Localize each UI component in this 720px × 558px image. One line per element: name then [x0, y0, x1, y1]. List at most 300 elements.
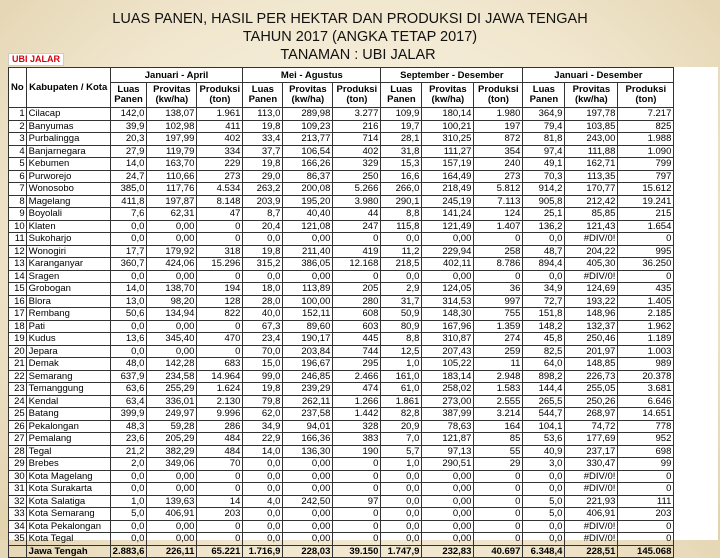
data-cell: 0,00 [422, 483, 474, 496]
table-row [9, 445, 674, 458]
data-cell: 0 [333, 508, 381, 521]
data-cell: 104,1 [523, 420, 565, 433]
data-cell: 246,85 [283, 370, 333, 383]
data-cell: 2.555 [474, 395, 523, 408]
data-cell: 99 [618, 458, 674, 471]
data-cell: 179,92 [147, 245, 197, 258]
data-cell: 330,47 [565, 458, 618, 471]
data-cell: 99,0 [243, 370, 283, 383]
table-row [9, 145, 674, 158]
data-cell: 0,00 [147, 470, 197, 483]
data-cell: 0,0 [110, 320, 147, 333]
data-cell: 0,0 [110, 483, 147, 496]
region-name: Jepara [26, 345, 110, 358]
region-name: Pemalang [26, 433, 110, 446]
data-cell: 382,29 [147, 445, 197, 458]
data-cell: 0,00 [147, 345, 197, 358]
region-name: Brebes [26, 458, 110, 471]
data-cell: 161,0 [381, 370, 422, 383]
data-cell: 22,9 [243, 433, 283, 446]
data-cell: 0 [197, 470, 243, 483]
data-cell: 24,7 [110, 170, 147, 183]
table-row [9, 495, 674, 508]
data-cell: 0 [618, 533, 674, 546]
data-cell: 0 [333, 520, 381, 533]
data-cell: 0,00 [147, 320, 197, 333]
data-cell: 4.534 [197, 183, 243, 196]
total-cell: 65.221 [197, 545, 243, 558]
data-cell: 1.583 [474, 383, 523, 396]
data-cell: 8,8 [381, 208, 422, 221]
data-cell: 1,0 [381, 358, 422, 371]
region-name: Cilacap [26, 108, 110, 121]
header-luas: Luas Panen [523, 83, 565, 108]
data-cell: 683 [197, 358, 243, 371]
data-cell: 273 [197, 170, 243, 183]
data-cell: 0,00 [283, 483, 333, 496]
data-cell: 211,40 [283, 245, 333, 258]
data-cell: #DIV/0! [565, 470, 618, 483]
table-row [9, 433, 674, 446]
row-number: 6 [9, 170, 27, 183]
data-cell: 255,29 [147, 383, 197, 396]
title-line-1: LUAS PANEN, HASIL PER HEKTAR DAN PRODUKSI DI JAWA TENGAH [112, 11, 588, 27]
data-cell: 0 [474, 483, 523, 496]
data-cell: 0,0 [381, 533, 422, 546]
total-cell: 40.697 [474, 545, 523, 558]
data-cell: 45,8 [523, 333, 565, 346]
row-number: 18 [9, 320, 27, 333]
data-cell: 5,0 [523, 495, 565, 508]
data-cell: 0,0 [523, 270, 565, 283]
data-cell: 141,24 [422, 208, 474, 221]
data-cell: 31,7 [381, 295, 422, 308]
data-cell: 163,70 [147, 158, 197, 171]
data-cell: 0,00 [422, 533, 474, 546]
table-row [9, 420, 674, 433]
data-cell: 36.250 [618, 258, 674, 271]
data-cell: 0 [333, 533, 381, 546]
data-cell: 310,87 [422, 333, 474, 346]
data-cell: 197,78 [565, 108, 618, 121]
data-cell: 97,13 [422, 445, 474, 458]
table-row [9, 458, 674, 471]
data-cell: 3.214 [474, 408, 523, 421]
row-number: 27 [9, 433, 27, 446]
data-cell: 329 [333, 158, 381, 171]
total-cell: 1.747,9 [381, 545, 422, 558]
row-number: 34 [9, 520, 27, 533]
table-row [9, 220, 674, 233]
data-cell: 1.962 [618, 320, 674, 333]
data-cell: 5,0 [523, 508, 565, 521]
data-cell: 0 [333, 470, 381, 483]
data-cell: 49,1 [523, 158, 565, 171]
data-cell: 637,9 [110, 370, 147, 383]
table-row [9, 308, 674, 321]
row-number: 31 [9, 483, 27, 496]
header-produksi: Produksi (ton) [197, 83, 243, 108]
data-cell: 3,0 [523, 458, 565, 471]
data-cell: 435 [618, 283, 674, 296]
data-table [8, 67, 674, 558]
region-name: Kota Tegal [26, 533, 110, 546]
data-cell: 70,0 [243, 345, 283, 358]
region-name: Purworejo [26, 170, 110, 183]
data-cell: 166,36 [283, 433, 333, 446]
data-cell: 608 [333, 308, 381, 321]
data-cell: 0,0 [110, 345, 147, 358]
data-cell: 113,0 [243, 108, 283, 121]
header-period-3: September - Desember [381, 68, 523, 83]
data-cell: 263,2 [243, 183, 283, 196]
table-row [9, 333, 674, 346]
table-row [9, 408, 674, 421]
data-cell: 0,00 [283, 458, 333, 471]
row-number: 25 [9, 408, 27, 421]
data-cell: 36 [474, 283, 523, 296]
data-cell: 255,05 [565, 383, 618, 396]
data-cell: 0,0 [243, 508, 283, 521]
header-period-2: Mei - Agustus [243, 68, 381, 83]
data-cell: 229,94 [422, 245, 474, 258]
data-cell: 204,22 [565, 245, 618, 258]
data-cell: 0,00 [422, 270, 474, 283]
data-cell: 268,97 [565, 408, 618, 421]
data-cell: 1.003 [618, 345, 674, 358]
data-cell: 328 [333, 420, 381, 433]
data-cell: 82,8 [381, 408, 422, 421]
data-cell: 995 [618, 245, 674, 258]
data-cell: 20,9 [381, 420, 422, 433]
data-cell: 360,7 [110, 258, 147, 271]
data-cell: 0 [197, 270, 243, 283]
data-cell: 81,8 [523, 133, 565, 146]
data-cell: 15.612 [618, 183, 674, 196]
row-number: 10 [9, 220, 27, 233]
data-cell: 15,3 [381, 158, 422, 171]
row-number: 21 [9, 358, 27, 371]
total-cell: 2.883,6 [110, 545, 147, 558]
data-cell: 4,0 [243, 495, 283, 508]
data-cell: 97 [333, 495, 381, 508]
data-cell: 105,22 [422, 358, 474, 371]
data-cell: 0,0 [110, 533, 147, 546]
data-cell: 822 [197, 308, 243, 321]
table-row [9, 270, 674, 283]
data-cell: 383 [333, 433, 381, 446]
table-row [9, 370, 674, 383]
region-name: Sragen [26, 270, 110, 283]
data-cell: 259 [474, 345, 523, 358]
data-cell: 121,43 [565, 220, 618, 233]
table-row [9, 358, 674, 371]
data-cell: 258 [474, 245, 523, 258]
data-cell: 0,0 [110, 270, 147, 283]
data-cell: 1.654 [618, 220, 674, 233]
data-cell: 29 [474, 458, 523, 471]
region-name: Kendal [26, 395, 110, 408]
data-cell: 197,99 [147, 133, 197, 146]
data-cell: 124,69 [565, 283, 618, 296]
table-row [9, 533, 674, 546]
row-number: 14 [9, 270, 27, 283]
data-cell: 106,54 [283, 145, 333, 158]
data-cell: 121,87 [422, 433, 474, 446]
total-cell: 39.150 [333, 545, 381, 558]
header-luas: Luas Panen [243, 83, 283, 108]
data-cell: 197 [474, 120, 523, 133]
data-cell: 0,0 [110, 220, 147, 233]
table-row [9, 195, 674, 208]
table-row [9, 508, 674, 521]
data-cell: 280 [333, 295, 381, 308]
row-number: 2 [9, 120, 27, 133]
table-row [9, 170, 674, 183]
data-cell: 411,8 [110, 195, 147, 208]
data-cell: 274 [474, 333, 523, 346]
data-cell: 0,0 [381, 270, 422, 283]
header-period-4: Januari - Desember [523, 68, 674, 83]
data-cell: 0,00 [422, 520, 474, 533]
data-cell: 5.812 [474, 183, 523, 196]
data-cell: 0 [474, 270, 523, 283]
data-cell: 28,1 [381, 133, 422, 146]
data-cell: 78,63 [422, 420, 474, 433]
table-row [9, 470, 674, 483]
data-cell: 1.442 [333, 408, 381, 421]
data-cell: 2,0 [110, 458, 147, 471]
data-cell: 1.407 [474, 220, 523, 233]
data-cell: 0,0 [523, 533, 565, 546]
data-cell: 14.651 [618, 408, 674, 421]
data-cell: 898,2 [523, 370, 565, 383]
data-cell: 205,29 [147, 433, 197, 446]
region-name: Boyolali [26, 208, 110, 221]
data-cell: 714 [333, 133, 381, 146]
region-name: Banjarnegara [26, 145, 110, 158]
data-cell: 799 [618, 158, 674, 171]
data-cell: 203 [618, 508, 674, 521]
data-cell: 262,11 [283, 395, 333, 408]
data-cell: 97,4 [523, 145, 565, 158]
data-cell: 0,0 [243, 520, 283, 533]
data-cell: 9.996 [197, 408, 243, 421]
data-cell: 406,91 [147, 508, 197, 521]
total-cell: 228,51 [565, 545, 618, 558]
region-name: Tegal [26, 445, 110, 458]
data-cell: 247 [333, 220, 381, 233]
data-cell: 484 [197, 433, 243, 446]
data-cell: 59,28 [147, 420, 197, 433]
data-cell: 0,00 [283, 233, 333, 246]
data-cell: 136,2 [523, 220, 565, 233]
data-cell: 484 [197, 445, 243, 458]
data-cell: 14,0 [243, 445, 283, 458]
data-cell: 1.359 [474, 320, 523, 333]
row-number: 13 [9, 258, 27, 271]
table-row [9, 320, 674, 333]
data-cell: 0 [474, 508, 523, 521]
data-cell: 48,7 [523, 245, 565, 258]
data-cell: 12,5 [381, 345, 422, 358]
data-cell: 0 [197, 483, 243, 496]
data-cell: 2.185 [618, 308, 674, 321]
header-provitas: Provitas (kw/ha) [147, 83, 197, 108]
data-cell: 0 [333, 458, 381, 471]
data-cell: 148,85 [565, 358, 618, 371]
header-produksi: Produksi (ton) [618, 83, 674, 108]
data-cell: 345,40 [147, 333, 197, 346]
data-cell: 98,20 [147, 295, 197, 308]
data-cell: 952 [618, 433, 674, 446]
data-cell: 0,00 [283, 520, 333, 533]
data-cell: 445 [333, 333, 381, 346]
title-line-3: TANAMAN : UBI JALAR [280, 47, 436, 63]
data-cell: 0,0 [110, 520, 147, 533]
row-number: 23 [9, 383, 27, 396]
data-cell: 23,6 [110, 433, 147, 446]
data-cell: 2,9 [381, 283, 422, 296]
data-cell: 698 [618, 445, 674, 458]
data-cell: 1.405 [618, 295, 674, 308]
data-cell: 0 [618, 520, 674, 533]
data-cell: 0 [618, 233, 674, 246]
data-cell: 0,0 [110, 470, 147, 483]
data-cell: 115,8 [381, 220, 422, 233]
data-cell: 138,70 [147, 283, 197, 296]
data-cell: 0 [333, 483, 381, 496]
data-cell: 48,0 [110, 358, 147, 371]
data-cell: 180,14 [422, 108, 474, 121]
data-cell: 3.980 [333, 195, 381, 208]
data-cell: 109,9 [381, 108, 422, 121]
data-cell: 250,46 [565, 333, 618, 346]
data-cell: 164 [474, 420, 523, 433]
data-cell: 128 [197, 295, 243, 308]
data-cell: 315,2 [243, 258, 283, 271]
data-cell: 7.113 [474, 195, 523, 208]
data-cell: 314,53 [422, 295, 474, 308]
data-cell: 0,00 [147, 533, 197, 546]
data-cell: 20.378 [618, 370, 674, 383]
data-cell: 2.130 [197, 395, 243, 408]
data-cell: 203,9 [243, 195, 283, 208]
data-cell: 109,23 [283, 120, 333, 133]
data-cell: 234,58 [147, 370, 197, 383]
data-cell: 0,00 [283, 470, 333, 483]
data-cell: 402 [333, 145, 381, 158]
data-cell: 14.964 [197, 370, 243, 383]
data-cell: #DIV/0! [565, 533, 618, 546]
data-cell: 336,01 [147, 395, 197, 408]
data-cell: 240 [474, 158, 523, 171]
data-cell: 119,79 [147, 145, 197, 158]
row-number: 24 [9, 395, 27, 408]
data-cell: 37,7 [243, 145, 283, 158]
data-cell: 111 [618, 495, 674, 508]
table-row [9, 133, 674, 146]
data-cell: 63,6 [110, 383, 147, 396]
row-number: 29 [9, 458, 27, 471]
data-cell: 544,7 [523, 408, 565, 421]
data-cell: 0,0 [243, 458, 283, 471]
data-cell: 243,00 [565, 133, 618, 146]
data-cell: 86,37 [283, 170, 333, 183]
data-cell: 148,30 [422, 308, 474, 321]
spreadsheet [8, 67, 718, 557]
data-cell: 0 [618, 483, 674, 496]
table-row [9, 183, 674, 196]
data-cell: 0,0 [523, 233, 565, 246]
data-cell: 245,19 [422, 195, 474, 208]
region-name: Magelang [26, 195, 110, 208]
table-row [9, 158, 674, 171]
data-cell: 100,00 [283, 295, 333, 308]
data-cell: 27,9 [110, 145, 147, 158]
data-cell: 162,71 [565, 158, 618, 171]
data-cell: 2.948 [474, 370, 523, 383]
data-cell: 354 [474, 145, 523, 158]
data-cell: 62,31 [147, 208, 197, 221]
data-cell: 5,7 [381, 445, 422, 458]
region-name: Kudus [26, 333, 110, 346]
region-name: Kota Magelang [26, 470, 110, 483]
table-row [9, 345, 674, 358]
table-row [9, 208, 674, 221]
data-cell: 11 [474, 358, 523, 371]
data-cell: 196,67 [283, 358, 333, 371]
total-blank [9, 545, 27, 558]
data-cell: 0 [333, 270, 381, 283]
data-cell: 19.241 [618, 195, 674, 208]
data-cell: 387,99 [422, 408, 474, 421]
header-provitas: Provitas (kw/ha) [565, 83, 618, 108]
data-cell: 0,00 [422, 470, 474, 483]
data-cell: 7.217 [618, 108, 674, 121]
data-cell: #DIV/0! [565, 483, 618, 496]
region-name: Kota Surakarta [26, 483, 110, 496]
data-cell: 53,6 [523, 433, 565, 446]
header-kabupaten: Kabupaten / Kota [26, 68, 110, 108]
data-cell: 61,0 [381, 383, 422, 396]
data-cell: #DIV/0! [565, 233, 618, 246]
data-cell: 0 [474, 233, 523, 246]
data-cell: 12.168 [333, 258, 381, 271]
title-line-2: TAHUN 2017 (ANGKA TETAP 2017) [242, 29, 478, 45]
data-cell: 72,7 [523, 295, 565, 308]
total-cell: 1.716,9 [243, 545, 283, 558]
data-cell: 399,9 [110, 408, 147, 421]
row-number: 5 [9, 158, 27, 171]
header-period-1: Januari - April [110, 68, 243, 83]
data-cell: 139,63 [147, 495, 197, 508]
data-cell: 193,22 [565, 295, 618, 308]
data-cell: 872 [474, 133, 523, 146]
table-row [9, 483, 674, 496]
total-label: Jawa Tengah [26, 545, 110, 558]
data-cell: 258,02 [422, 383, 474, 396]
data-cell: 25,1 [523, 208, 565, 221]
data-cell: 67,3 [243, 320, 283, 333]
row-number: 19 [9, 333, 27, 346]
data-cell: 79,4 [523, 120, 565, 133]
region-name: Semarang [26, 370, 110, 383]
row-number: 9 [9, 208, 27, 221]
data-cell: 237,58 [283, 408, 333, 421]
data-cell: 226,73 [565, 370, 618, 383]
data-cell: 34,9 [243, 420, 283, 433]
